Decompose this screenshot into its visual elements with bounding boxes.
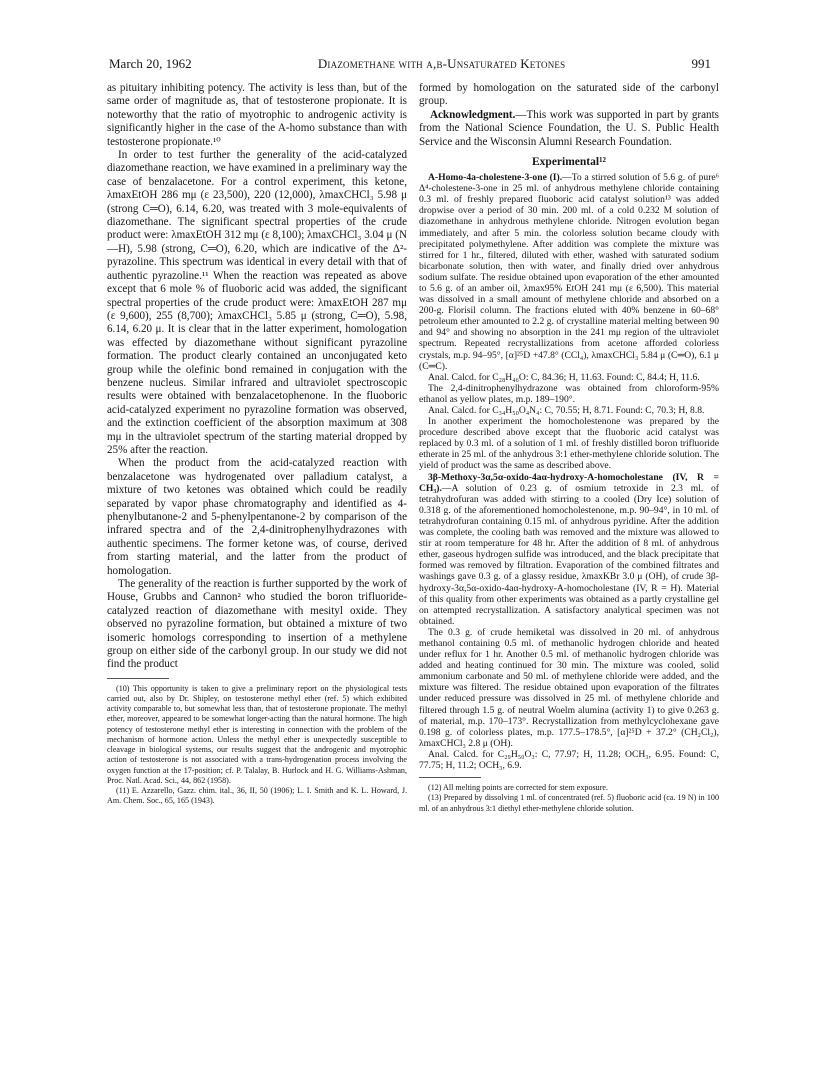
experimental-paragraph: In another experiment the homocholestenone was prepared by the procedure described above except that the fluoboric acid catalyst was replaced by 0.3 ml. of a solution of 1 ml. of freshly distilled boron trifluoride etherate in 25 ml. of the anhydrous 3:1 ether-methylene chloride solution. The yield of product was the same as described above. — [419, 416, 719, 472]
body-paragraph: The generality of the reaction is further supported by the work of House, Grubbs and Cannon² who studied the boron trifluoride-catalyzed reaction of diazomethane with mesityl oxide. They observed no pyrazoline formation, but obtained a mixture of two isomeric homologs corresponding to insertion of a methylene group on either side of the carbonyl group. In our study we did not find the product — [107, 578, 407, 671]
footnote-rule — [107, 678, 169, 679]
experimental-paragraph: The 0.3 g. of crude hemiketal was dissolved in 20 ml. of anhydrous methanol containing 0.5 ml. of methanolic hydrogen chloride and heated under reflux for 1 hr. Another 0.5 ml. of methanolic hydrogen chloride was added and heating continued for 30 min. The mixture was cooled, solid ammonium carbonate and 50 ml. of methylene chloride were added, and the mixture was filtered. The residue obtained upon evaporation of the filtrates under reduced pressure was dissolved in 25 ml. of methylene chloride and filtered through 1.5 g. of neutral Woelm alumina (activity 1) to give 0.263 g. of material, m.p. 170–173°. Recrystallization from methylcyclohexane gave 0.198 g. of colorless plates, m.p. 177.5–178.5°, [α]²⁵D + 37.2° (CH₂Cl₂), λmaxCHCl₃ 2.8 μ (OH). — [419, 626, 719, 749]
experimental-paragraph: Anal. Calcd. for C₂₉H₅₀O₃: C, 77.97; H, 11.28; OCH₃, 6.95. Found: C, 77.75; H, 11.2; OCH₃, 6.9. — [419, 748, 719, 771]
experimental-paragraph: Anal. Calcd. for C₃₄H₅₀O₄N₄: C, 70.55; H, 8.71. Found: C, 70.3; H, 8.8. — [428, 405, 705, 416]
footnote-13: (13) Prepared by dissolving 1 ml. of concentrated (ref. 5) fluoboric acid (ca. 19 N) in 100 ml. of an anhydrous 3:1 diethyl ether-methylene chloride solution. — [419, 793, 719, 813]
body-paragraph: In order to test further the generality of the acid-catalyzed diazomethane reaction, we have examined in a preliminary way the case of benzalacetone. For a control experiment, this ketone, λmaxEtOH 286 mμ (ε 23,500), 220 (12,000), λmaxCHCl₃ 5.98 μ (strong C═O), 6.14, 6.20, was treated with 3 mole-equivalents of diazomethane. The significant spectral properties of the crude product were: λmaxEtOH 312 mμ (ε 8,100); λmaxCHCl₃ 3.04 μ (N—H), 5.98 (strong, C═O), 6.20, which are indicative of the Δ²-pyrazoline. This spectrum was identical in every detail with that of authentic pyrazoline.¹¹ When the reaction was repeated as above except that 6 mole % of fluoboric acid was added, the significant spectral properties of the crude product were: λmaxEtOH 287 mμ (ε 9,600), 255 (8,700); λmaxCHCl₃ 5.85 μ (strong, C═O), 5.98, 6.14, 6.20 μ. It is clear that in the latter experiment, homologation was effected by diazomethane without significant pyrazoline formation. The product clearly contained an unconjugated keto group while the olefinic bond remained in conjugation with the benzene nucleus. Similar infrared and ultraviolet spectroscopic results were obtained with benzalacetophenone. In the fluoboric acid-catalyzed experiment no pyrazoline formation was observed, and the extinction coefficient of the absorption maximum at 308 mμ in the ultraviolet spectrum of the starting material dropped by 25% after the reaction. — [107, 149, 407, 456]
footnote-11: (11) E. Azzarello, Gazz. chim. ital., 36, II, 50 (1906); L. I. Smith and K. L. Howard, J. Am. Chem. Soc., 65, 165 (1943). — [107, 785, 407, 806]
body-paragraph: When the product from the acid-catalyzed reaction with benzalacetone was hydrogenated over palladium catalyst, a mixture of two ketones was obtained which could be readily separated by vapor phase chromatography and identified as 4-phenylbutanone-2 and 5-phenylpentanone-2 by comparison of the infrared spectra and of the 2,4-dinitrophenylhydrazones with authentic specimens. The former ketone was, of course, derived from starting material, and the latter from the product of homologation. — [107, 457, 407, 577]
body-paragraph: as pituitary inhibiting potency. The activity is less than, but of the same order of magnitude as, that of testosterone propionate. It is noteworthy that the ratio of myotrophic to androgenic activity is significantly higher in the case of the A-homo substance than with testosterone propionate.¹⁰ — [107, 82, 407, 148]
body-paragraph: formed by homologation on the saturated side of the carbonyl group. — [419, 82, 719, 108]
experimental-text: —A solution of 0.23 g. of osmium tetroxide in 2.3 ml. of tetrahydrofuran was added with stirring to a cooled (Dry Ice) solution of 0.318 g. of the aforementioned homocholestenone, m.p. 90–94°, in 10 ml. of tetrahydrofuran containing 0.15 ml. of anhydrous pyridine. After the addition was complete, the cooling bath was removed and the mixture was allowed to stir at room temperature for 48 hr. After the addition of 8 ml. of anhydrous ether, gaseous hydrogen sulfide was introduced, and the black precipitate that formed was removed by filtration. Evaporation of the combined filtrates and washings gave 0.3 g. of a glassy residue, λmaxKBr 3.0 μ (OH), of crude 3β-hydroxy-3α,5α-oxido-4aα-hydroxy-A-homocholestane (IV, R = H). Material of this quality from other experiments was obtained as a partly crystalline gel on attempted recrystallization. A satisfactory analytical specimen was not obtained. — [419, 482, 719, 627]
experimental-paragraph — [419, 172, 719, 372]
left-column — [107, 82, 407, 806]
acknowledgment-text: —This work was supported in part by grants from the National Science Foundation, the U. S. Public Health Service and the Wisconsin Alumni Research Foundation. — [419, 108, 719, 148]
experimental-paragraph: The 2,4-dinitrophenylhydrazone was obtained from chloroform-95% ethanol as yellow plates, m.p. 189–190°. — [419, 382, 719, 405]
footnote-12: (12) All melting points are corrected for stem exposure. — [428, 783, 609, 793]
header-title: Diazomethane with α,β-Unsaturated Ketones — [317, 56, 566, 71]
right-column — [419, 82, 719, 814]
compound-title: A-Homo-4a-cholestene-3-one (I). — [428, 172, 563, 184]
compound-title: 3β-Methoxy-3α,5α-oxido-4aα-hydroxy-A-homocholestane (IV, R = CH₃). — [419, 471, 719, 494]
experimental-paragraph: Anal. Calcd. for C₂₈H₄₆O: C, 84.36; H, 11.63. Found: C, 84.4; H, 11.6. — [428, 371, 700, 383]
page-number: 991 — [691, 56, 711, 71]
footnote-rule — [419, 777, 481, 778]
acknowledgment-heading: Acknowledgment. — [430, 108, 516, 121]
acknowledgment-paragraph — [419, 109, 719, 149]
header-date: March 20, 1962 — [109, 56, 192, 71]
experimental-paragraph — [419, 472, 719, 627]
experimental-text: —To a stirred solution of 5.6 g. of pure⁶ Δ⁴-cholestene-3-one in 25 ml. of anhydrous methylene chloride containing 0.3 ml. of freshly prepared fluoboric acid catalyst solution¹³ was added dropwise over a period of 30 min. 200 ml. of a cold 0.232 M solution of diazomethane in anhydrous methylene chloride. Nitrogen evolution began immediately, and after 5 min. the colorless solution became cloudy with precipitated polymethylene. After addition was complete the mixture was stirred for 1 hr., filtered, diluted with ether, washed with saturated sodium bicarbonate solution, then with water, and finally dried over anhydrous sodium sulfate. The residue obtained upon evaporation of the ether amounted to 5.6 g. of an amber oil, λmax95% EtOH 241 mμ (ε 6,500). This material was dissolved in a small amount of methylene chloride and absorbed on a 200-g. Florisil column. The fractions eluted with 40% benzene in 60–68° petroleum ether amounted to 2.2 g. of crystalline material melting between 90 and 94° and showing no absorption in the 241 mμ region of the ultraviolet spectrum. Repeated recrystallizations from acetone afforded colorless crystals, m.p. 94–95°, [α]²⁵D +47.8° (CCl₄), λmaxCHCl₃ 5.84 μ (C═O), 6.1 μ (C═C). — [419, 172, 719, 372]
footnote-10: (10) This opportunity is taken to give a preliminary report on the physiological tests carried out, also by Dr. Shipley, on testosterone methyl ether (ref. 5) which exhibited activity comparable to, but somewhat less than, that of testosterone propionate. The methyl ether, moreover, appeared to be somewhat longer-acting than the natural hormone. The high potency of testosterone methyl ether is interesting in connection with the problem of the mechanism of hormone action. Unless the methyl ether is unexpectedly susceptible to cleavage in biological systems, our results suggest that the androgenic and myotrophic action of testosterone is not associated with a trans-hydrogenation process involving the oxygen function at the 17-position; cf. P. Talalay, B. Hurlock and H. G. Williams-Ashman, Proc. Natl. Acad. Sci., 44, 862 (1958). — [107, 683, 407, 785]
running-header — [109, 56, 711, 76]
section-heading-experimental: Experimental¹² — [532, 156, 606, 169]
